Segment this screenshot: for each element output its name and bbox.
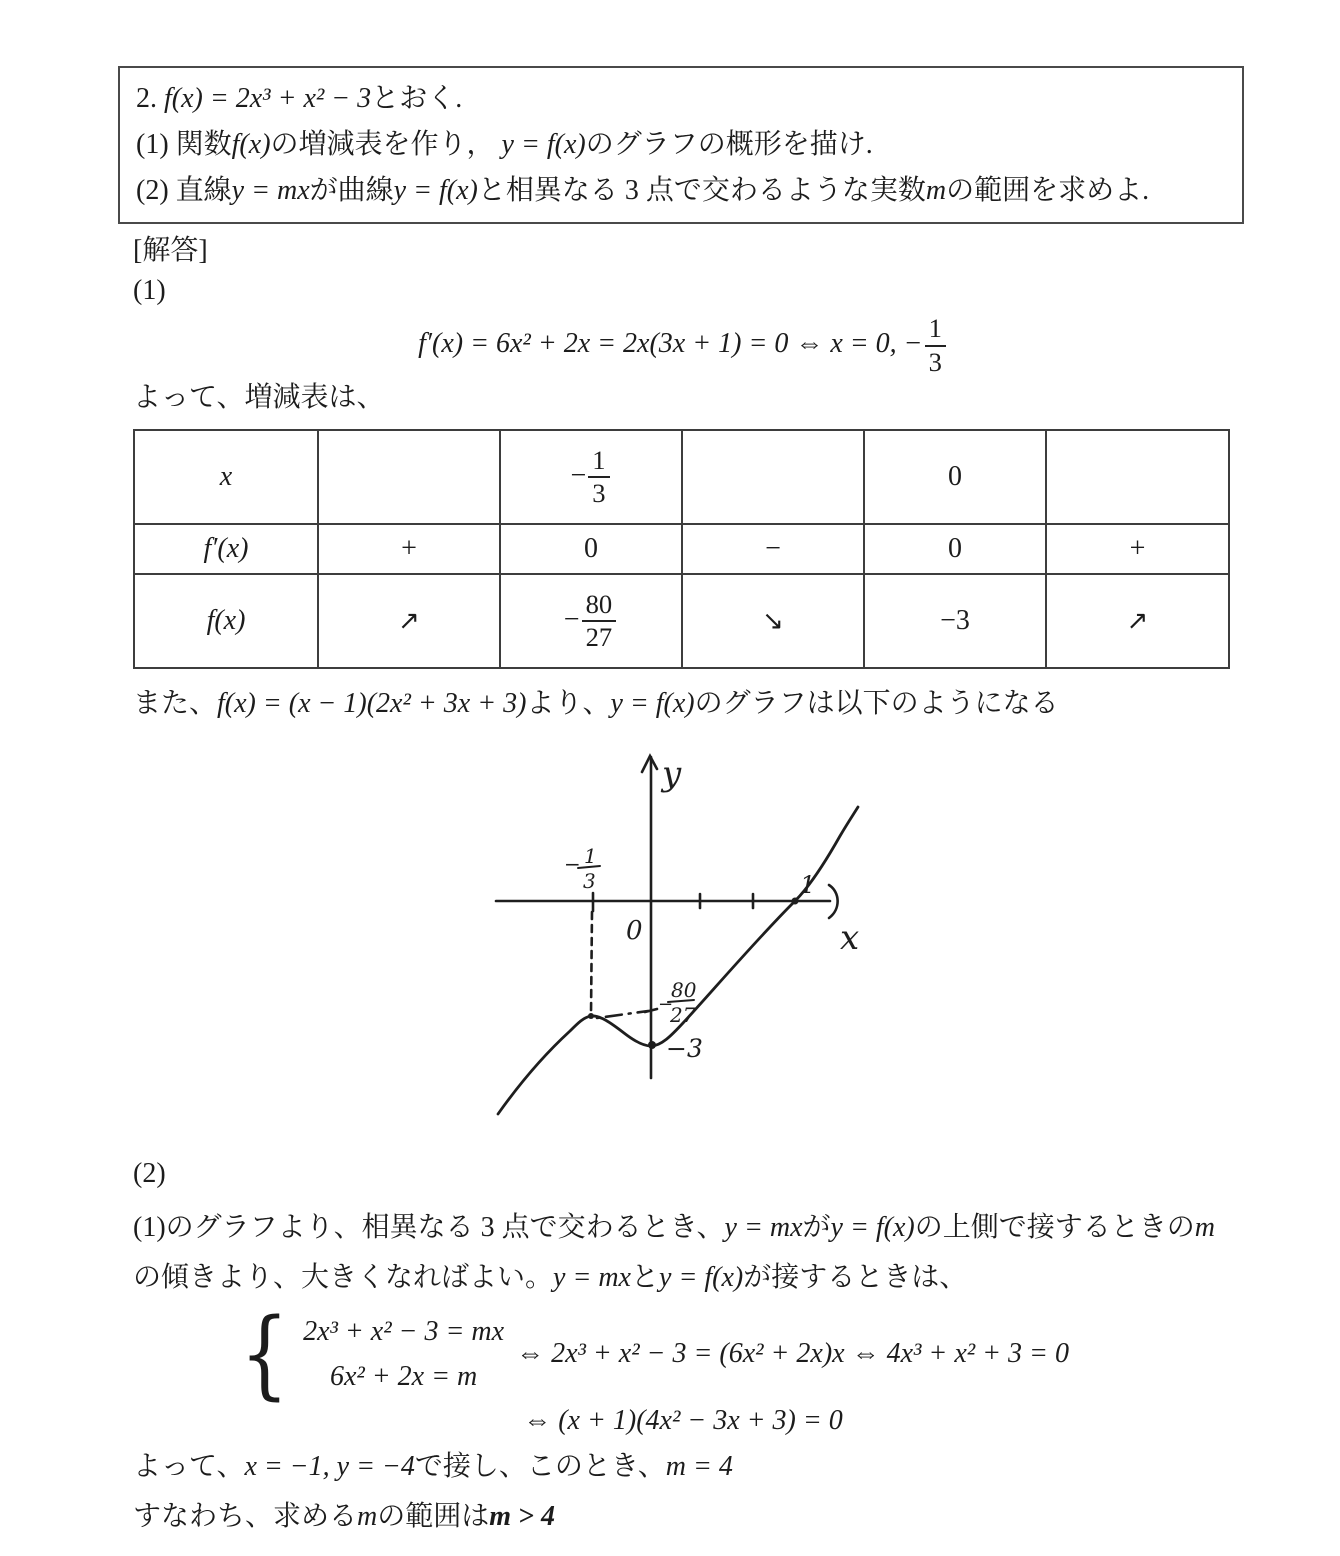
local-max-y-numerator: 80 xyxy=(671,978,697,1003)
table-cell: + xyxy=(1046,524,1229,574)
table-header-x: x xyxy=(134,430,318,524)
increase-decrease-table xyxy=(133,429,1230,669)
local-max-y-minus: − xyxy=(658,994,674,1016)
table-cell: 0 xyxy=(864,430,1046,524)
solution-heading: [解答] xyxy=(133,235,208,266)
problem-box xyxy=(118,66,1244,224)
problem-line-2: (1) 関数f(x)の増減表を作り， y = f(x)のグラフの概形を描け. xyxy=(136,129,873,160)
dashdot-horizontal-guide xyxy=(597,1011,648,1018)
local-min-label: −3 xyxy=(666,1034,703,1064)
table-cell xyxy=(1046,430,1229,524)
table-row-fprime xyxy=(134,524,1229,574)
system-of-equations xyxy=(240,1298,1340,1411)
left-brace-icon: { xyxy=(240,1298,289,1411)
table-cell: ↗ xyxy=(318,574,500,668)
answer-line: すなわち、求めるmの範囲はm > 4 xyxy=(133,1501,555,1533)
factored-form-line: また、f(x) = (x − 1)(2x² + 3x + 3)より、y = f(x)のグラフは以下のようになる xyxy=(133,688,1059,720)
part2-line-1: (1)のグラフより、相異なる 3 点で交わるとき、y = mxがy = f(x)の上側で接するときのm xyxy=(133,1212,1215,1244)
dashed-vertical-guide xyxy=(591,912,592,1014)
cubic-curve xyxy=(498,807,858,1114)
x-intercept-label: 1 xyxy=(800,871,816,900)
equivalence-line-2: ⇔ (x + 1)(4x² − 3x + 3) = 0 xyxy=(523,1405,843,1437)
part2-line-2: の傾きより、大きくなればよい。y = mxとy = f(x)が接するときは、 xyxy=(133,1262,968,1294)
table-row-x xyxy=(134,430,1229,524)
local-min-point xyxy=(648,1041,656,1049)
table-header-fprime: f′(x) xyxy=(134,524,318,574)
table-cell xyxy=(318,430,500,524)
equivalence-chain: ⇔ 2x³ + x² − 3 = (6x² + 2x)x ⇔ 4x³ + x² + 3 = 0 xyxy=(516,1338,1069,1370)
local-max-x-denominator: 3 xyxy=(583,869,596,894)
table-intro: よって、増減表は、 xyxy=(133,382,385,414)
function-graph xyxy=(478,737,898,1137)
table-cell: 0 xyxy=(500,524,682,574)
origin-label: 0 xyxy=(626,916,643,947)
table-cell: − $\frac{80}{27}$ xyxy=(500,574,682,668)
table-cell: − $\frac{1}{3}$ xyxy=(500,430,682,524)
table-cell: ↗ xyxy=(1046,574,1229,668)
y-axis-label: y xyxy=(662,754,682,795)
table-header-f: f(x) xyxy=(134,574,318,668)
part2-label: (2) xyxy=(133,1158,166,1190)
part1-label: (1) xyxy=(133,275,166,306)
system-eq-2: 6x² + 2x = m xyxy=(329,1361,478,1393)
table-cell: − xyxy=(682,524,864,574)
system-equations xyxy=(303,1309,504,1399)
derivative-equation: f′(x) = 6x² + 2x = 2x(3x + 1) = 0 ⇔ x = 0, − $\frac{1}{3}$ xyxy=(133,312,1233,377)
table-row-f xyxy=(134,574,1229,668)
tangent-conclusion-line: よって、x = −1, y = −4で接し、このとき、m = 4 xyxy=(133,1451,733,1483)
table-cell: 0 xyxy=(864,524,1046,574)
x-intercept-point xyxy=(792,898,799,905)
problem-line-3: (2) 直線y = mxが曲線y = f(x)と相異なる 3 点で交わるような実数mの範囲を求めよ. xyxy=(136,175,1150,206)
table-cell xyxy=(682,430,864,524)
x-axis-label: x xyxy=(840,918,860,959)
system-eq-1: 2x³ + x² − 3 = mx xyxy=(303,1316,505,1348)
table-cell: −3 xyxy=(864,574,1046,668)
table-cell: ↘ xyxy=(682,574,864,668)
local-max-x-numerator: 1 xyxy=(584,844,597,869)
local-max-point xyxy=(588,1013,594,1019)
local-max-y-denominator: 27 xyxy=(670,1003,696,1028)
table-cell: + xyxy=(318,524,500,574)
problem-line-1: 2. f(x) = 2x³ + x² − 3とおく. xyxy=(136,83,463,114)
local-max-x-minus: − xyxy=(564,852,581,877)
y-axis-arrow-icon xyxy=(642,756,657,772)
